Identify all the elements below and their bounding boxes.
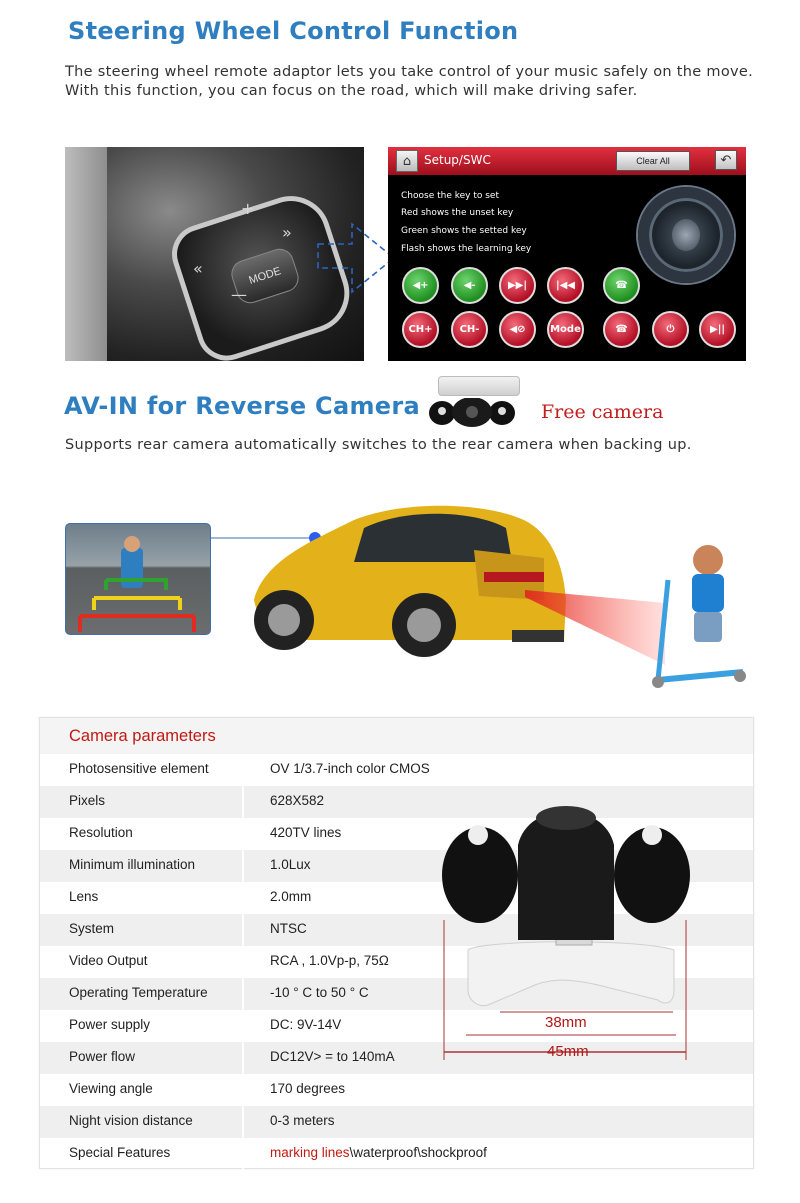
param-key: Video Output: [69, 953, 148, 968]
call-answer-key[interactable]: ☎: [603, 267, 640, 304]
param-key: Pixels: [69, 793, 106, 808]
param-value: 420TV lines: [270, 825, 342, 840]
vol-up-key[interactable]: ◀+: [402, 267, 439, 304]
wheel-minus-symbol: —: [231, 285, 247, 304]
param-value: DC12V> = to 140mA: [270, 1049, 395, 1064]
param-key: System: [69, 921, 115, 936]
home-icon[interactable]: ⌂: [396, 150, 418, 172]
wheel-prev-symbol: «: [193, 259, 203, 278]
table-row: [40, 1074, 753, 1106]
param-value: DC: 9V-14V: [270, 1017, 342, 1032]
param-key: Resolution: [69, 825, 133, 840]
table-row: [40, 1138, 753, 1170]
vol-down-key[interactable]: ◀-: [451, 267, 488, 304]
steering-wheel-hub: [672, 219, 700, 251]
swc-description-line2: With this function, you can focus on the road, which will make driving safer.: [65, 83, 638, 99]
camera-bracket: [438, 376, 520, 396]
param-value: 1.0Lux: [270, 857, 311, 872]
swc-instruction: Choose the key to set: [401, 191, 499, 201]
dimension-38mm-label: 38mm: [545, 1014, 587, 1031]
param-value: 628X582: [270, 793, 325, 808]
clear-all-button[interactable]: Clear All: [616, 151, 690, 171]
table-row: [40, 754, 753, 786]
param-value: -10 ° C to 50 ° C: [270, 985, 369, 1000]
param-key: Viewing angle: [69, 1081, 153, 1096]
av-description: Supports rear camera automatically switches to the rear camera when backing up.: [65, 437, 692, 453]
parking-guide-lines-icon: [66, 524, 211, 635]
prev-track-key[interactable]: |◀◀: [547, 267, 584, 304]
ch-down-key[interactable]: CH-: [451, 311, 488, 348]
swc-section-title: Steering Wheel Control Function: [68, 17, 519, 45]
power-key[interactable]: ⏻: [652, 311, 689, 348]
next-track-key[interactable]: ▶▶|: [499, 267, 536, 304]
wheel-rim: [65, 147, 107, 361]
wheel-next-symbol: »: [282, 223, 292, 242]
call-end-key[interactable]: ☎: [603, 311, 640, 348]
dimension-45mm-label: 45mm: [547, 1043, 589, 1060]
dashed-arrow-icon: [316, 218, 396, 298]
swc-setup-screen: [388, 147, 746, 361]
av-section-title: AV-IN for Reverse Camera: [64, 392, 420, 420]
swc-screen-title: Setup/SWC: [424, 153, 491, 167]
wheel-mode-button: MODE: [228, 245, 302, 307]
param-value: RCA , 1.0Vp-p, 75Ω: [270, 953, 389, 968]
child-on-scooter-illustration: [648, 540, 758, 690]
marking-lines-text: marking lines: [270, 1145, 350, 1160]
rear-camera-view-photo: [65, 523, 211, 635]
free-camera-label: Free camera: [541, 401, 664, 423]
param-key: Minimum illumination: [69, 857, 196, 872]
param-value: NTSC: [270, 921, 307, 936]
table-row: [40, 1106, 753, 1138]
param-key: Night vision distance: [69, 1113, 193, 1128]
param-key: Operating Temperature: [69, 985, 208, 1000]
features-rest-text: \waterproof\shockproof: [349, 1145, 487, 1160]
param-value: 170 degrees: [270, 1081, 346, 1096]
mode-key[interactable]: Mode: [547, 311, 584, 348]
ch-up-key[interactable]: CH+: [402, 311, 439, 348]
swc-instruction: Flash shows the learning key: [401, 244, 532, 254]
back-icon[interactable]: ↶: [715, 150, 737, 170]
swc-instruction: Red shows the unset key: [401, 208, 514, 218]
param-key: Lens: [69, 889, 99, 904]
param-value: OV 1/3.7-inch color CMOS: [270, 761, 430, 776]
small-camera-icon: [428, 398, 516, 428]
table-title: Camera parameters: [69, 727, 216, 745]
param-value: 2.0mm: [270, 889, 312, 904]
param-key: Power supply: [69, 1017, 151, 1032]
wheel-plus-symbol: +: [241, 199, 255, 218]
param-key: Photosensitive element: [69, 761, 209, 776]
camera-beam: [525, 585, 665, 665]
param-key: Power flow: [69, 1049, 136, 1064]
param-value: [270, 1145, 487, 1160]
mute-key[interactable]: ◀⊘: [499, 311, 536, 348]
param-key: Special Features: [69, 1145, 171, 1160]
swc-description-line1: The steering wheel remote adaptor lets you take control of your music safely on the move.: [65, 64, 754, 80]
param-value: 0-3 meters: [270, 1113, 335, 1128]
swc-instruction: Green shows the setted key: [401, 226, 527, 236]
play-pause-key[interactable]: ▶||: [699, 311, 736, 348]
